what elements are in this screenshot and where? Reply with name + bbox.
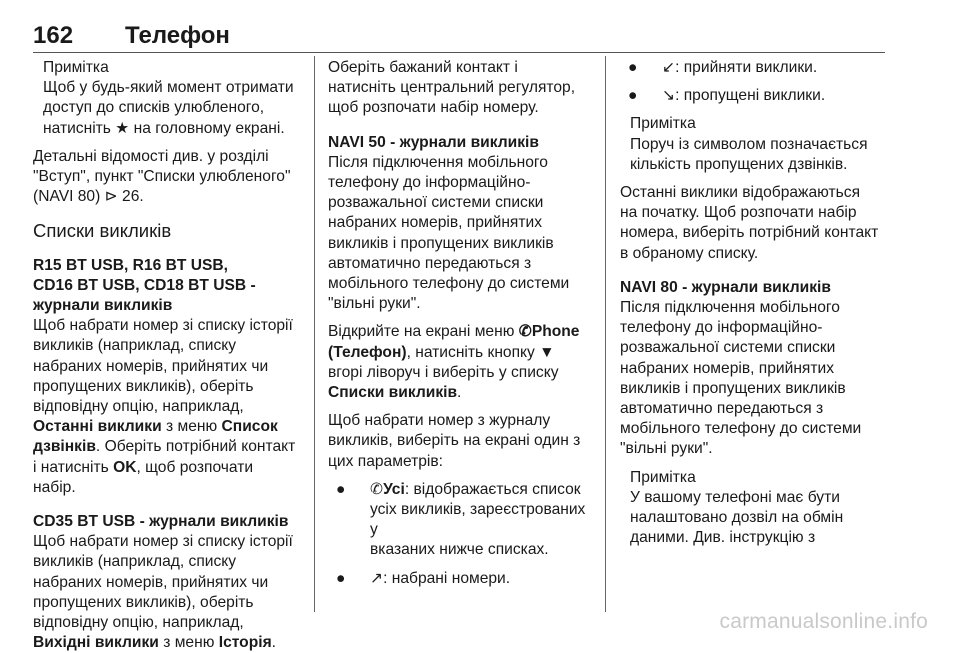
note-block <box>33 58 305 139</box>
text-line: натисніть ★ на головному екрані. <box>43 119 285 137</box>
text-line: набраних номерів, прийнятих <box>328 214 543 232</box>
note-block <box>620 114 892 175</box>
text-fragment: з меню <box>158 634 219 652</box>
text-line: розважальної системи списки <box>620 339 836 357</box>
column-divider <box>605 56 606 612</box>
text-line: набраних номерів, прийнятих чи <box>33 357 269 375</box>
text-line: пропущених викликів), оберіть <box>33 377 254 395</box>
text-line: викликів, виберіть на екрані один з <box>328 432 581 450</box>
header-rule <box>33 52 885 53</box>
text-line <box>328 322 596 342</box>
text-line: Щоб набрати номер з журналу <box>328 412 551 430</box>
menu-label: дзвінків <box>33 438 96 456</box>
text-line <box>33 458 305 478</box>
subsection-heading: CD16 BT USB, CD18 BT USB - <box>33 276 256 294</box>
text-line: відповідну опцію, наприклад, <box>33 398 244 416</box>
subsection-heading: журнали викликів <box>33 297 173 315</box>
note-title: Примітка <box>630 115 696 133</box>
text-line: налаштовано дозвіл на обмін <box>630 509 844 527</box>
page-number: 162 <box>33 22 74 49</box>
text-line <box>662 58 892 78</box>
text-line <box>328 383 596 403</box>
menu-label: Phone <box>531 323 580 341</box>
text-line: Щоб у будь-який момент отримати <box>43 79 294 97</box>
note-title: Примітка <box>43 59 109 76</box>
missed-call-icon: ↘ <box>662 87 676 105</box>
list-item <box>328 569 596 589</box>
text-line: вказаних нижче списках. <box>370 541 549 559</box>
list-item <box>328 480 596 561</box>
phone-icon: ✆ <box>370 480 384 498</box>
text-line: вгорі ліворуч і виберіть у списку <box>328 363 559 381</box>
text-line: усіх викликів, зареєстрованих у <box>370 501 586 539</box>
text-line: набір. <box>33 478 76 496</box>
text-fragment: , натисніть кнопку ▼ <box>406 343 555 361</box>
column-divider <box>314 56 315 612</box>
text-fragment: , щоб розпочати <box>136 458 254 476</box>
text-line: в обраному списку. <box>620 244 759 262</box>
menu-item-label: Вихідні виклики <box>33 634 159 652</box>
text-line: "Вступ", пункт "Списки улюбленого" <box>33 168 291 186</box>
text-line <box>33 633 305 653</box>
subsection-heading: CD35 BT USB - журнали викликів <box>33 513 289 531</box>
text-line <box>370 569 596 589</box>
text-fragment: . <box>271 634 277 652</box>
text-line: Після підключення мобільного <box>328 153 548 171</box>
watermark: carmanualsonline.info <box>719 610 928 633</box>
menu-label: (Телефон) <box>328 343 407 361</box>
page-header <box>33 22 885 52</box>
text-line <box>33 437 305 457</box>
text-line: мобільного телефону до системи <box>620 420 862 438</box>
text-line: автоматично передаються з <box>328 254 532 272</box>
section-heading: Списки викликів <box>33 220 172 242</box>
column-1 <box>33 58 305 653</box>
text-line: Щоб набрати номер зі списку історії <box>33 533 293 551</box>
text-line <box>328 343 596 363</box>
list-item <box>620 58 892 78</box>
note-block <box>620 468 892 549</box>
dialed-call-icon: ↗ <box>370 569 384 587</box>
text-line: викликів і пропущених викликів <box>328 234 554 252</box>
text-line: номера, виберіть потрібний контакт <box>620 224 879 242</box>
text-fragment: . Оберіть потрібний контакт <box>95 438 296 456</box>
text-line: кількість пропущених дзвінків. <box>630 155 848 173</box>
bullet-dot: ● <box>628 59 638 76</box>
subsection-heading: NAVI 50 - журнали викликів <box>328 133 539 151</box>
subsection-heading: R15 BT USB, R16 BT USB, <box>33 256 228 274</box>
text-line: натисніть центральний регулятор, <box>328 79 576 97</box>
subsection-heading: NAVI 80 - журнали викликів <box>620 278 831 296</box>
text-line: (NAVI 80) ⊳ 26. <box>33 188 144 206</box>
text-fragment: : відображається список <box>404 480 581 498</box>
text-line: телефону до інформаційно- <box>328 174 531 192</box>
menu-item-label: Останні виклики <box>33 418 162 436</box>
note-title: Примітка <box>630 468 696 486</box>
bullet-dot: ● <box>336 480 346 498</box>
text-line: Щоб набрати номер зі списку історії <box>33 317 293 335</box>
text-fragment: : прийняти виклики. <box>675 59 818 76</box>
text-line: Останні виклики відображаються <box>620 184 861 202</box>
text-line: відповідну опцію, наприклад, <box>33 614 244 632</box>
text-fragment: : пропущені виклики. <box>675 87 826 105</box>
text-line: Оберіть бажаний контакт і <box>328 59 518 76</box>
text-line: доступ до списків улюбленого, <box>43 99 265 117</box>
text-line <box>662 86 892 106</box>
text-line: автоматично передаються з <box>620 400 824 418</box>
text-line: щоб розпочати набір номеру. <box>328 99 539 117</box>
text-line: Детальні відомості див. у розділі <box>33 147 269 165</box>
bullet-dot: ● <box>336 569 346 587</box>
text-line: У вашому телефоні має бути <box>630 488 840 506</box>
option-label: Усі <box>383 480 405 498</box>
text-line: цих параметрів: <box>328 452 444 470</box>
text-fragment: Відкрийте на екрані меню <box>328 323 519 341</box>
text-line: "вільні руки". <box>328 295 421 313</box>
text-line: Поруч із символом позначається <box>630 135 868 153</box>
bullet-dot: ● <box>628 87 638 105</box>
text-line: пропущених викликів), оберіть <box>33 593 254 611</box>
text-fragment: . <box>457 384 462 402</box>
list-item <box>620 86 892 106</box>
ok-label: OK <box>113 458 137 476</box>
text-line: набраних номерів, прийнятих чи <box>33 573 269 591</box>
text-line: розважальної системи списки <box>328 194 544 212</box>
text-line: викликів і пропущених викликів <box>620 379 846 397</box>
text-line: "вільні руки". <box>620 440 713 458</box>
text-line <box>370 480 596 500</box>
text-line: набраних номерів, прийнятих <box>620 359 835 377</box>
text-line: телефону до інформаційно- <box>620 319 823 337</box>
text-line: даними. Див. інструкцію з <box>630 529 816 547</box>
menu-label: Історія <box>218 634 272 652</box>
text-line: викликів (наприклад, списку <box>33 553 237 571</box>
menu-label: Список <box>221 418 278 436</box>
phone-icon: ✆ <box>518 323 532 341</box>
text-fragment: і натисніть <box>33 458 114 476</box>
menu-label: Списки викликів <box>328 384 458 402</box>
text-line: на початку. Щоб розпочати набір <box>620 204 857 222</box>
received-call-icon: ↙ <box>662 59 676 76</box>
column-2 <box>328 58 596 589</box>
text-line <box>33 417 305 437</box>
text-fragment: : набрані номери. <box>383 569 511 587</box>
text-fragment: з меню <box>161 418 222 436</box>
column-3 <box>620 58 892 548</box>
text-line: Після підключення мобільного <box>620 299 840 317</box>
text-line: викликів (наприклад, списку <box>33 337 237 355</box>
text-line: мобільного телефону до системи <box>328 275 570 293</box>
page-title: Телефон <box>125 22 230 49</box>
